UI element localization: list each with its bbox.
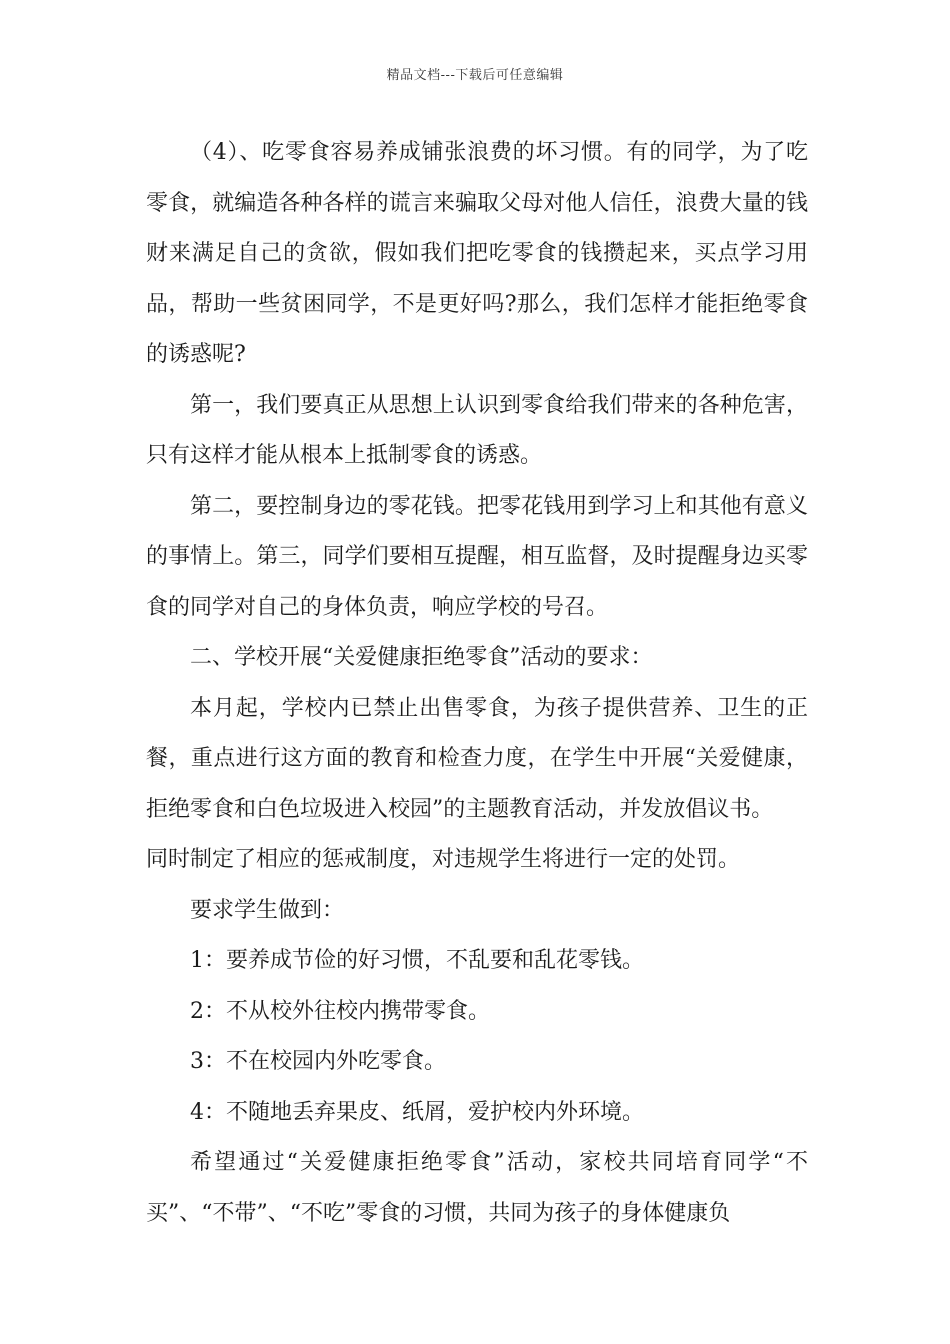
page-header: 精品文档---下载后可任意编辑	[386, 68, 564, 83]
list-item-requirement-4: 4：不随地丢弃果皮、纸屑，爱护校内外环境。	[190, 1099, 644, 1125]
section-heading-school-requirements: 二、学校开展“关爱健康拒绝零食”活动的要求：	[190, 645, 653, 670]
list-item-requirement-3: 3：不在校园内外吃零食。	[190, 1049, 446, 1074]
paragraph-closing-hope: 希望通过“关爱健康拒绝零食”活动，家校共同培育同学“不买”、“不带”、“不吃”零食的习惯，共同为孩子的身体健康负	[146, 1150, 808, 1226]
paragraph-school-measures: 本月起，学校内已禁止出售零食，为孩子提供营养、卫生的正餐，重点进行这方面的教育和检查力度，在学生中开展“关爱健康，拒绝零食和白色垃圾进入校园”的主题教育活动，并发放倡议书。	[146, 695, 808, 822]
document-body	[146, 128, 808, 1239]
paragraph-first-point: 第一，我们要真正从思想上认识到零食给我们带来的各种危害，只有这样才能从根本上抵制零食的诱惑。	[146, 392, 808, 468]
paragraph-penalty-system: 同时制定了相应的惩戒制度，对违规学生将进行一定的处罚。	[146, 847, 741, 872]
list-item-requirement-2: 2：不从校外往校内携带零食。	[190, 998, 490, 1024]
list-item-requirement-1: 1：要养成节俭的好习惯，不乱要和乱花零钱。	[190, 948, 644, 973]
paragraph-second-third-point: 第二，要控制身边的零花钱。把零花钱用到学习上和其他有意义的事情上。第三，同学们要相互提醒，相互监督，及时提醒身边买零食的同学对自己的身体负责，响应学校的号召。	[146, 493, 808, 620]
paragraph-snack-waste: （4）、吃零食容易养成铺张浪费的坏习惯。有的同学，为了吃零食，就编造各种各样的谎言来骗取父母对他人信任，浪费大量的钱财来满足自己的贪欲，假如我们把吃零食的钱攒起来，买点学习用品，帮助一些贫困同学，不是更好吗?那么，我们怎样才能拒绝零食的诱惑呢?	[146, 140, 808, 367]
paragraph-student-requirements-intro: 要求学生做到：	[190, 897, 345, 923]
